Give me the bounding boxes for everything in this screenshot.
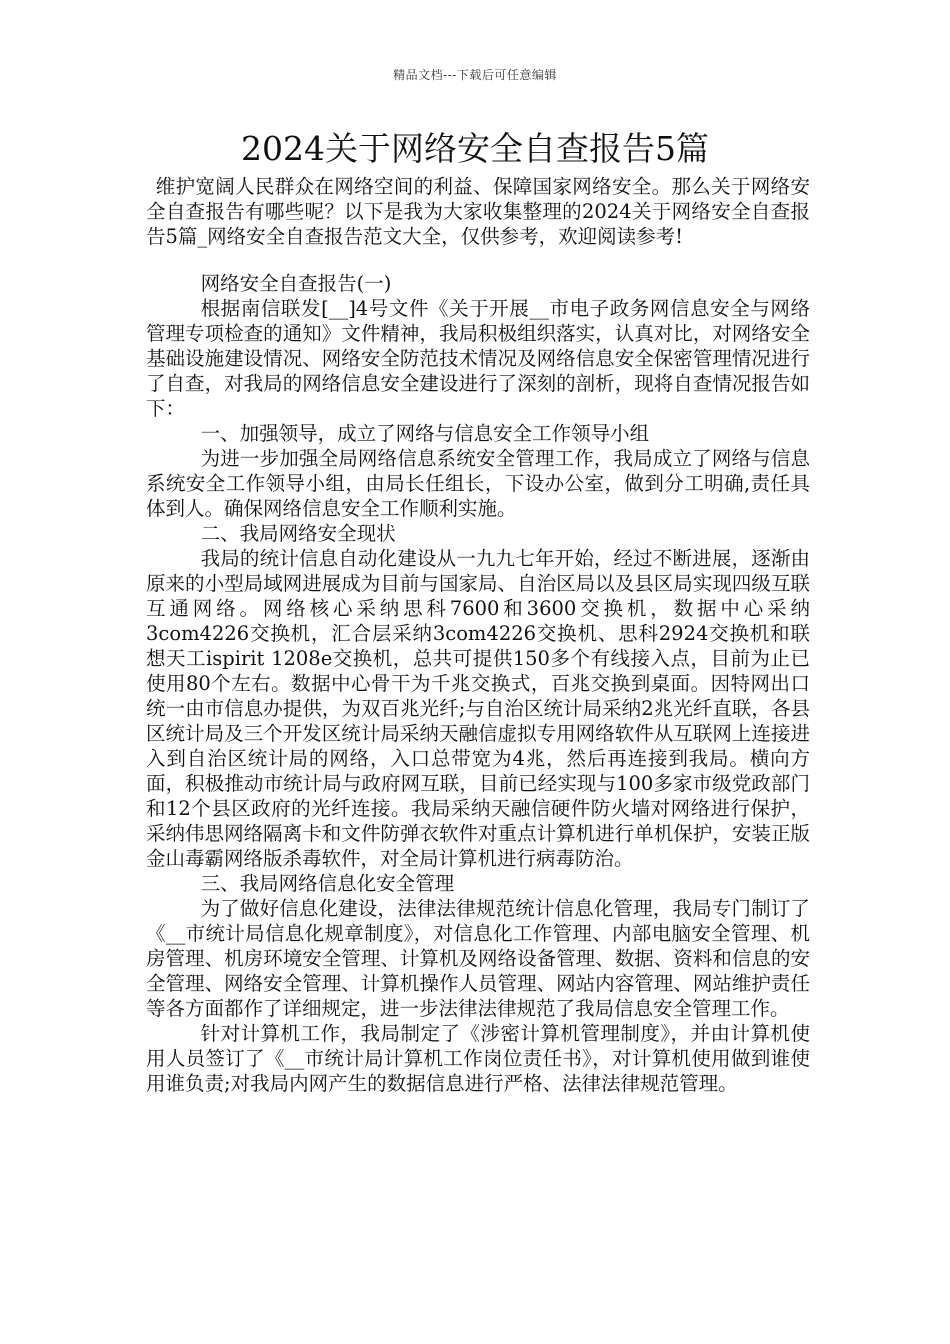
paragraph-3: 我局的统计信息自动化建设从一九九七年开始，经过不断进展，逐渐由原来的小型局域网进展成为目前与国家局、自治区局以及县区局实现四级互联互通网络。网络核心采纳思科7600和3600交换机，数据中心采纳3com4226交换机，汇合层采纳3com4226交换机、思科2924交换机和联想天工ispirit 1208e交换机，总共可提供150多个有线接入点，目前为止已使用80个左右。数据中心骨干为千兆交换式，百兆交换到桌面。因特网出口统一由市信息办提供，为双百兆光纤;与自治区统计局采纳2兆光纤直联，各县区统计局及三个开发区统计局采纳天融信虚拟专用网络软件从互联网上连接进入到自治区统计局的网络，入口总带宽为4兆，然后再连接到我局。横向方面，积极推动市统计局与政府网互联，目前已经实现与100多家市级党政部门和12个县区政府的光纤连接。我局采纳天融信硬件防火墙对网络进行保护，采纳伟思网络隔离卡和文件防弹衣软件对重点计算机进行单机保护，安装正版金山毒霸网络版杀毒软件，对全局计算机进行病毒防治。 (146, 547, 810, 870)
intro-paragraph: 维护宽阔人民群众在网络空间的利益、保障国家网络安全。那么关于网络安全自查报告有哪些呢？以下是我为大家收集整理的2024关于网络安全自查报告5篇_网络安全自查报告范文大全，仅供参考，欢迎阅读参考! (146, 175, 810, 248)
paragraph-4: 为了做好信息化建设，法律法律规范统计信息化管理，我局专门制订了《__市统计局信息化规章制度》，对信息化工作管理、内部电脑安全管理、机房管理、机房环境安全管理、计算机及网络设备管理、数据、资料和信息的安全管理、网络安全管理、计算机操作人员管理、网站内容管理、网站维护责任等各方面都作了详细规定，进一步法律法律规范了我局信息安全管理工作。 (146, 897, 810, 1020)
document-body (146, 174, 810, 1096)
heading-3: 三、我局网络信息化安全管理 (200, 872, 455, 895)
paragraph-5: 针对计算机工作，我局制定了《涉密计算机管理制度》，并由计算机使用人员签订了《__市统计局计算机工作岗位责任书》，对计算机使用做到谁使用谁负责;对我局内网产生的数据信息进行严格、法律法律规范管理。 (146, 1022, 810, 1095)
document-title: 2024关于网络安全自查报告5篇 (241, 129, 709, 168)
paragraph-1: 根据南信联发[__]4号文件《关于开展__市电子政务网信息安全与网络管理专项检查的通知》文件精神，我局积极组织落实，认真对比，对网络安全基础设施建设情况、网络安全防范技术情况及网络信息安全保密管理情况进行了自查，对我局的网络信息安全建设进行了深刻的剖析，现将自查情况报告如下： (146, 297, 810, 420)
page-header-watermark: 精品文档---下载后可任意编辑 (393, 68, 557, 82)
heading-1: 一、加强领导，成立了网络与信息安全工作领导小组 (200, 422, 650, 445)
heading-2: 二、我局网络安全现状 (200, 522, 396, 545)
paragraph-2: 为进一步加强全局网络信息系统安全管理工作，我局成立了网络与信息系统安全工作领导小组，由局长任组长，下设办公室，做到分工明确,责任具体到人。确保网络信息安全工作顺利实施。 (146, 447, 810, 520)
section-title: 网络安全自查报告(一) (200, 272, 392, 295)
